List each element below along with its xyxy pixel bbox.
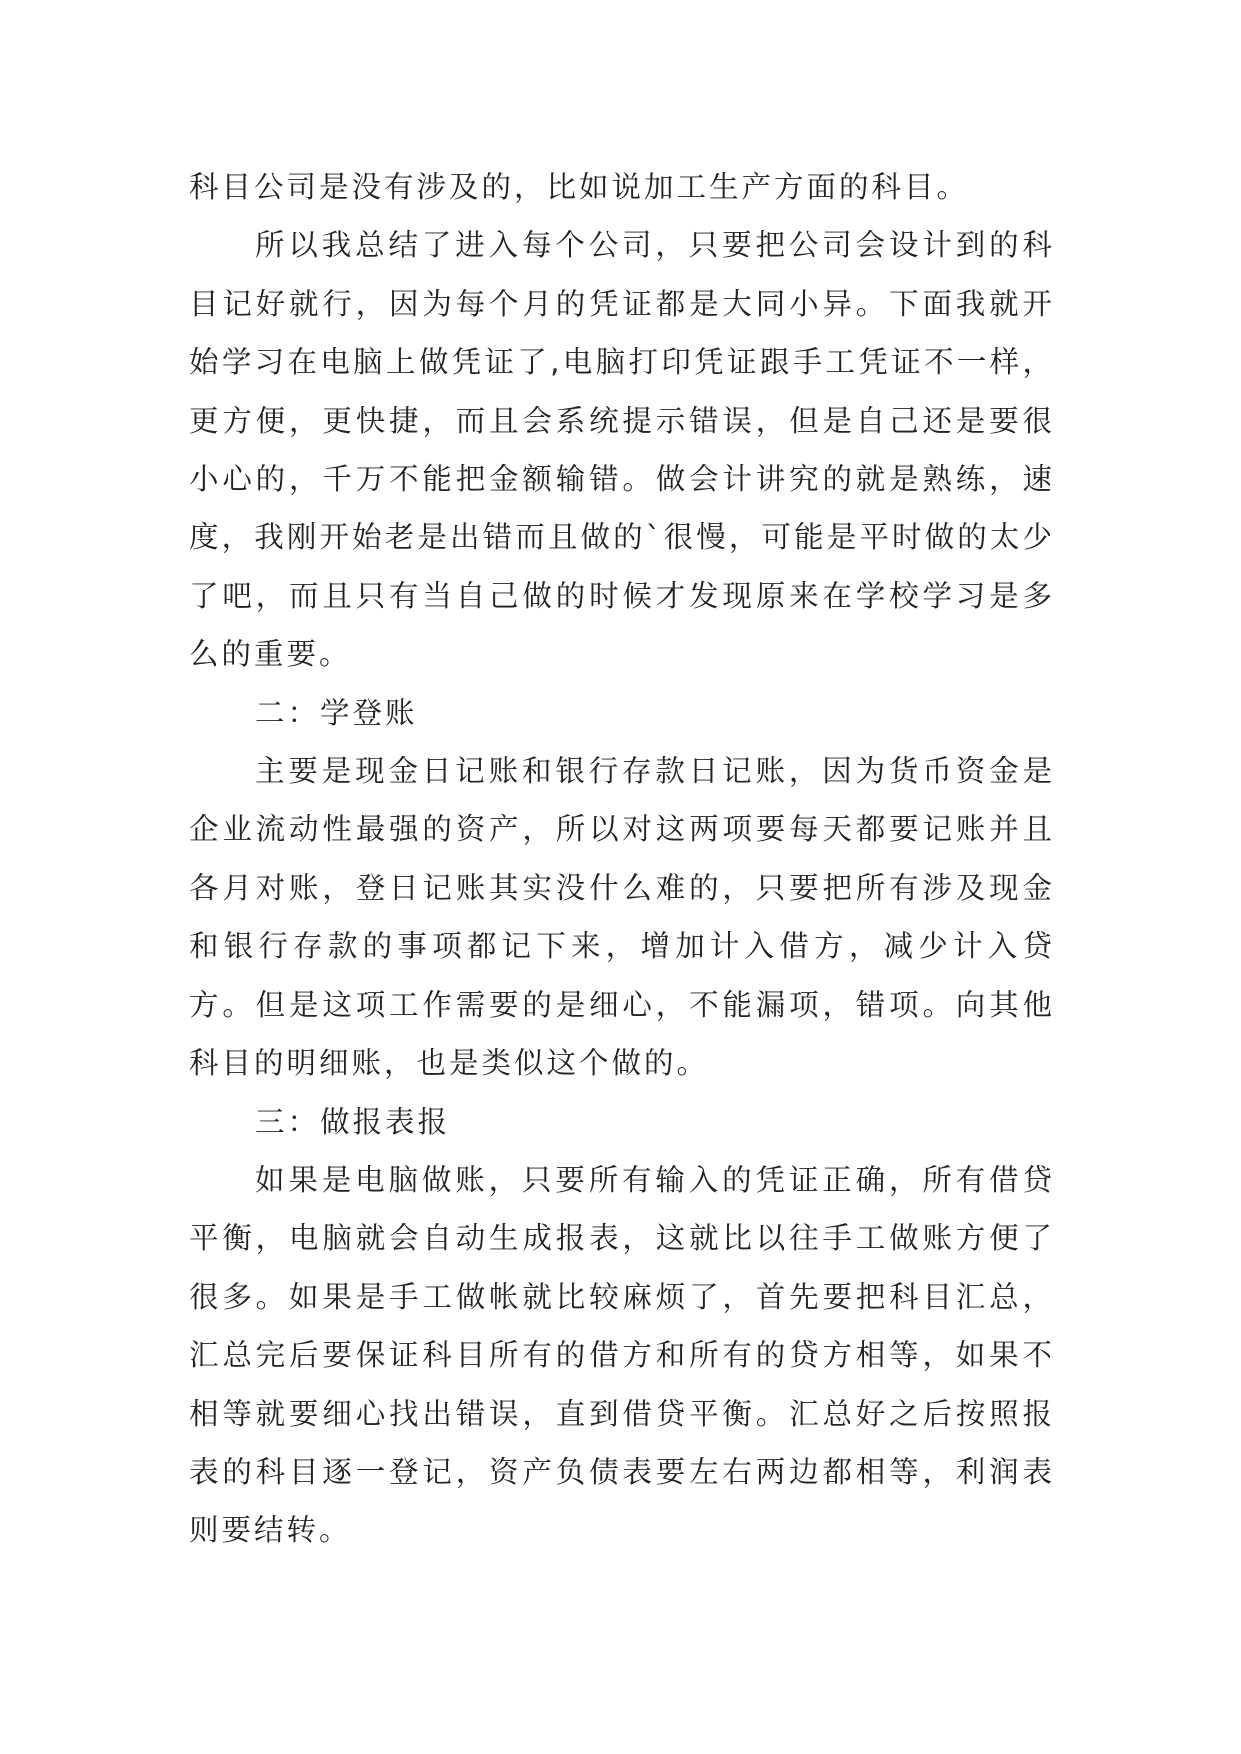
section-heading-bookkeeping: 二：学登账 — [255, 695, 418, 730]
paragraph-reports: 如果是电脑做账，只要所有输入的凭证正确，所有借贷平衡，电脑就会自动生成报表，这就比以往手工做账方便了很多。如果是手工做帐就比较麻烦了，首先要把科目汇总，汇总完后要保证科目所有的借方和所有的贷方相等，如果不相等就要细心找出错误，直到借贷平衡。汇总好之后按照报表的科目逐一登记，资产负债表要左右两边都相等，利润表则要结转。 — [189, 1162, 1055, 1548]
section-heading-reports: 三：做报表报 — [255, 1104, 451, 1139]
paragraph-continuation: 科目公司是没有涉及的，比如说加工生产方面的科目。 — [189, 170, 970, 204]
paragraph-summary: 所以我总结了进入每个公司，只要把公司会设计到的科目记好就行，因为每个月的凭证都是大同小异。下面我就开始学习在电脑上做凭证了,电脑打印凭证跟手工凭证不一样，更方便，更快捷，而且会系统提示错误，但是自己还是要很小心的，千万不能把金额输错。做会计讲究的就是熟练，速度，我刚开始老是出错而且做的`很慢，可能是平时做的太少了吧，而且只有当自己做的时候才发现原来在学校学习是多么的重要。 — [189, 228, 1055, 672]
body-text — [189, 158, 1055, 1560]
paragraph-bookkeeping: 主要是现金日记账和银行存款日记账，因为货币资金是企业流动性最强的资产，所以对这两项要每天都要记账并且各月对账，登日记账其实没什么难的，只要把所有涉及现金和银行存款的事项都记下来，增加计入借方，减少计入贷方。但是这项工作需要的是细心，不能漏项，错项。向其他科目的明细账，也是类似这个做的。 — [189, 754, 1055, 1081]
